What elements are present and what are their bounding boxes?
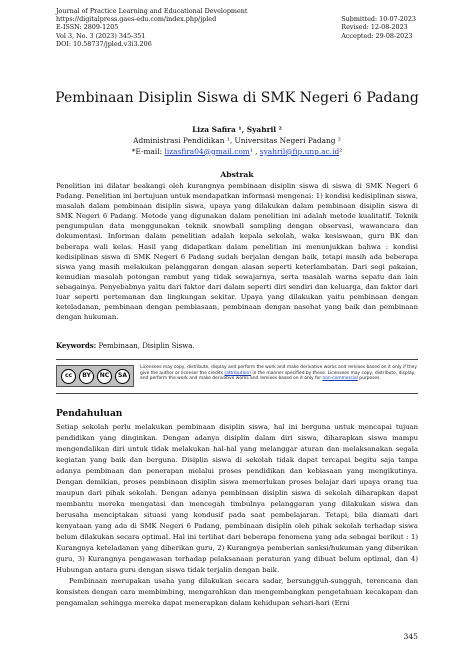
keywords-label: Keywords: (56, 341, 97, 350)
introduction-paragraph-2: Pembinaan merupakan usaha yang dilakukan secara sadar, bersungguh-sungguh, terencana dan konsisten dengan cara membimbing, mengarahkan dan mengembangkan pengetahuan kecakapan dan pengamalan sehingga mereka dapat menerapkan dalam kehidupan sehari-hari (Erni (56, 577, 418, 607)
introduction-paragraph-1: Setiap sekolah perlu melakukan pembinaan disiplin siswa, hal ini berguna untuk mencapai tujuan pendidikan yang dinginkan. Dengan adanya disiplin dalam diri siswa, diharapkan siswa mampu mengendalikan diri untuk tidak melakukan hal-hal yang melanggar aturan dan melaksanakan segala kegiatan yang baik dan berguna. Disiplin siswa di sekolah tidak dapat tercapai begitu saja tanpa adanya pembinaan dan penerapan melalui proses pendidikan dan kebiasaan yang mengikutinya. Dengan demikian, proses pembinaan disiplin siswa memerlukan proses belajar dari upaya orang tua maupun dari pihak sekolah. Dengan adanya pembinaan disiplin siswa di sekolah diharapkan dapat membantu mereka mengatasi dan mencegah timbulnya pelanggaran yang dilakukan siswa dan berusaha menciptakan situasi yang kondusif pada saat pembelajaran. Tetapi, bila diamati dari kenyataan yang ada di SMK Negeri 6 Padang, pembinaan disiplin oleh pihak sekolah terhadap siswa belum dilakukan secara optimal. Hal ini terlihat dari beberapa fenomena yang ada sebagai berikut : 1) Kurangnya keteladanan yang diberikan guru, 2) Kurangnya pemberian sanksi/hukuman yang diberikan guru, 3) Kurangnya pengawasan terhadap pelaksanaan peraturan yang dibuat belum optimal, dan 4) Hubungan antara guru dengan siswa tidak terjalin dengan baik. (56, 423, 418, 574)
cc-icon: cc (61, 369, 76, 384)
sa-icon: SA (115, 369, 130, 384)
email-mark-1: ¹ , (249, 146, 258, 156)
introduction-body (56, 422, 418, 609)
article-title: Pembinaan Disiplin Siswa di SMK Negeri 6 Padang (55, 90, 419, 106)
cc-license-badge (56, 365, 134, 387)
divider-bottom (56, 393, 418, 394)
author-block (0, 125, 474, 157)
email-link-1[interactable]: lizasfira04@gmail.com (164, 146, 250, 156)
author-names: Liza Safira ¹, Syahril ² (192, 125, 282, 134)
article-dates (341, 15, 416, 40)
author-emails (0, 147, 474, 158)
journal-volume: Vol 3, No. 3 (2023) 345-351 (56, 31, 146, 40)
abstract-body (56, 181, 418, 322)
email-mark-2: ² (339, 146, 343, 156)
license-text-3: purposes. (357, 376, 381, 382)
journal-url[interactable]: https://digitalpress.gaes-edu.com/index.php/jpled (56, 15, 217, 24)
abstract-heading: Abstrak (220, 170, 254, 179)
page-number: 345 (403, 632, 418, 641)
keywords-line (56, 341, 195, 350)
journal-eissn: E-ISSN: 2809-1205 (56, 23, 119, 32)
abstract-text: Penelitian ini dilatar beakangi oleh kurangnya pembinaan disiplin siswa di siswa di SMK Negeri 6 Padang. Penelitian ini bertujuan untuk mendapatkan informasi mengenai: 1) kondisi kedisiplinan siswa, masalah dalam pembinaan disiplin siswa, upaya yang dilakukan dalam pembinaan disiplin siswa di SMK Negeri 6 Padang. Metode yang digunakan dalam penelitian ini adalah metode kualitatif. Teknik pengumpulan data menggunakan teknik snowball sampling dengan observasi, wawancara dan dokumentasi. Informan dalam penelitian adalah kepala sekolah, waka kesiswaan, guru BK dan beberapa wali kelas. Hasil yang didapatkan dalam penelitian ini menunjukkan bahwa : kondisi kedisiplinan siswa di SMK Negeri 6 Padang sudah berjalan dengan baik, tetapi masih ada beberapa siswa yang masih melakukan pelanggaran dengan alasan seperti keterlambatan. Dari segi pakaian, kemudian masalah potongan rambut yang tidak sewajarnya, serta masalah warna sepatu dan lain sebagainya. Penyebabnya yaitu dari faktor dari dalam seperti diri sendiri dan keluarga, dan faktor dari luar seperti pertemanan dan lingkungan sekitar. Upaya yang dilakukan yaitu pembinaan dengan keteladanan, pembinaan dengan pembiasaan, pembinaan dengan nasehat yang baik dan pembinaan dengan hukuman. (56, 182, 418, 322)
journal-doi: DOI: 10.58737/jpled.v3i3.206 (56, 39, 152, 48)
license-text (140, 365, 418, 382)
email-label: *E-mail: (131, 146, 163, 156)
introduction-heading: Pendahuluan (56, 409, 123, 419)
attribution-link[interactable]: (attribution) (224, 370, 251, 376)
license-text-2: in the manner specified by these. Licensees may copy, distribute, display, and perform the work and make derivative works and remixes based on it only for (140, 370, 416, 382)
keywords-value: Pembinaan, Disiplin Siswa. (96, 342, 195, 350)
submitted-date: Submitted: 10-07-2023 (341, 15, 416, 24)
divider-top (56, 359, 418, 360)
journal-name: Journal of Practice Learning and Educational Development (56, 7, 248, 15)
license-block (56, 365, 418, 387)
revised-date: Revised: 12-08-2023 (341, 23, 408, 32)
accepted-date: Accepted: 29-08-2023 (341, 31, 413, 40)
journal-info (56, 7, 247, 48)
by-icon: BY (79, 369, 94, 384)
email-link-2[interactable]: syahril@fip.unp.ac.id (259, 146, 340, 156)
author-affiliation: Administrasi Pendidikan ¹, Universitas Negeri Padang ² (133, 135, 341, 145)
noncommercial-link[interactable]: non-commercial (322, 376, 358, 382)
nc-icon: NC (97, 369, 112, 384)
license-text-1: Licensees may copy, distribute, display and perform the work and make derivative works and remixes based on it only if they give the author or licensor the credits (140, 365, 417, 376)
